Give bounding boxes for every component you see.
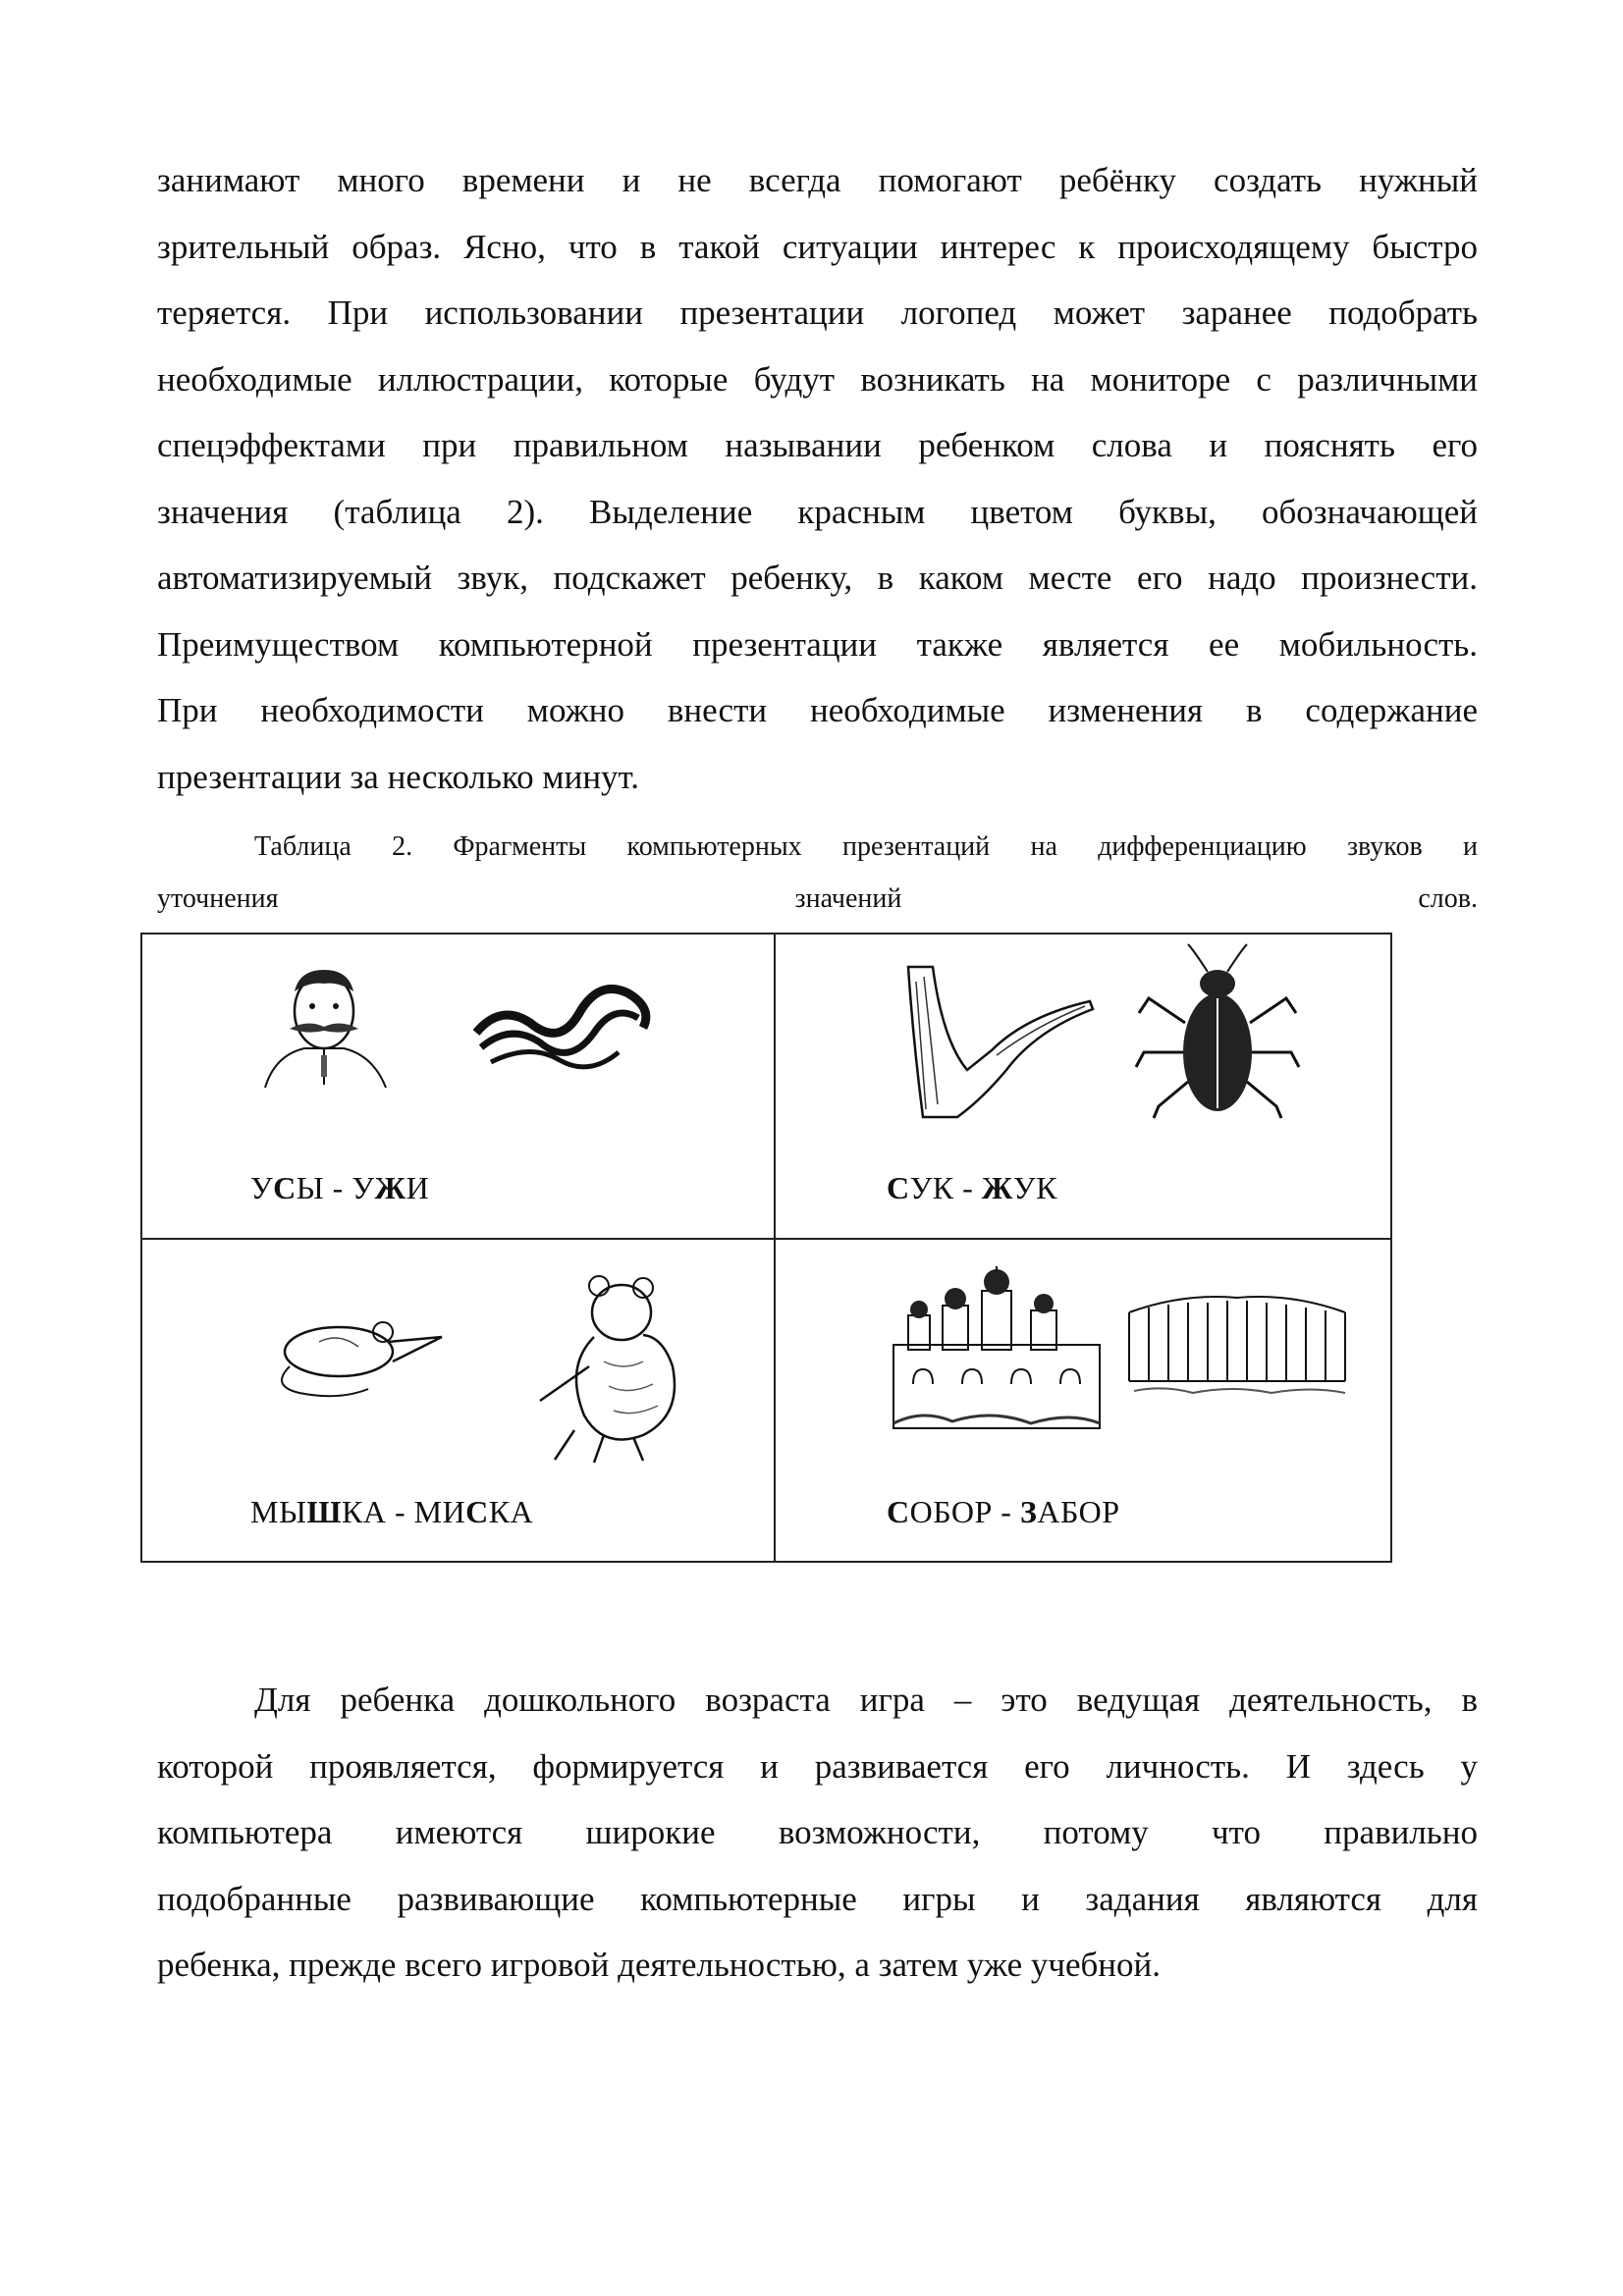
- text-line: Преимуществом компьютерной презентации также является ее мобильность.: [157, 624, 1478, 664]
- bear-icon: [535, 1268, 702, 1465]
- text-line: занимают много времени и не всегда помогают ребёнку создать нужный: [157, 161, 1478, 199]
- paragraph-1: [157, 147, 1478, 810]
- beetle-icon: [1134, 939, 1301, 1121]
- mouse-icon: [260, 1303, 457, 1411]
- table-caption: [157, 821, 1478, 925]
- cell-label-myshka-miska: МЫШКА - МИСКА: [250, 1494, 534, 1529]
- text-line: ребенка, прежде всего игровой деятельностью, а затем уже учебной.: [157, 1946, 1162, 1984]
- paragraph-2: [157, 1667, 1478, 1999]
- text-line: При необходимости можно внести необходимые изменения в содержание: [157, 691, 1478, 729]
- text-line: презентации за несколько минут.: [157, 757, 639, 796]
- caption-line: уточнения значений слов.: [157, 883, 1478, 914]
- snake-icon: [471, 974, 658, 1082]
- branch-icon: [898, 962, 1095, 1119]
- text-line: Для ребенка дошкольного возраста игра – это ведущая деятельность, в: [254, 1681, 1478, 1719]
- text-line: спецэффектами при правильном назывании ребенком слова и пояснять его: [157, 426, 1478, 464]
- man-with-mustache-icon: [250, 962, 398, 1090]
- text-line: автоматизируемый звук, подскажет ребенку, в каком месте его надо произнести.: [157, 559, 1478, 597]
- cell-label-suk-zhuk: СУК - ЖУК: [887, 1170, 1057, 1205]
- table-divider: [774, 934, 776, 1561]
- cathedral-icon: [884, 1266, 1109, 1433]
- text-line: компьютера имеются широкие возможности, потому что правильно: [157, 1813, 1478, 1851]
- fence-icon: [1124, 1283, 1350, 1401]
- caption-line: Таблица 2. Фрагменты компьютерных презентаций на дифференциацию звуков и: [254, 831, 1478, 862]
- text-line: значения (таблица 2). Выделение красным цветом буквы, обозначающей: [157, 492, 1478, 531]
- text-line: которой проявляется, формируется и развивается его личность. И здесь у: [157, 1746, 1478, 1786]
- word-pairs-table: [140, 933, 1392, 1563]
- text-line: теряется. При использовании презентации логопед может заранее подобрать: [157, 294, 1478, 332]
- cell-label-sobor-zabor: СОБОР - ЗАБОР: [887, 1494, 1120, 1529]
- text-line: подобранные развивающие компьютерные игры и задания являются для: [157, 1879, 1478, 1918]
- text-line: зрительный образ. Ясно, что в такой ситуации интерес к происходящему быстро: [157, 227, 1478, 266]
- table-divider: [142, 1238, 1390, 1240]
- cell-label-usy-uzhi: УСЫ - УЖИ: [250, 1170, 430, 1205]
- text-line: необходимые иллюстрации, которые будут возникать на мониторе с различными: [157, 359, 1478, 399]
